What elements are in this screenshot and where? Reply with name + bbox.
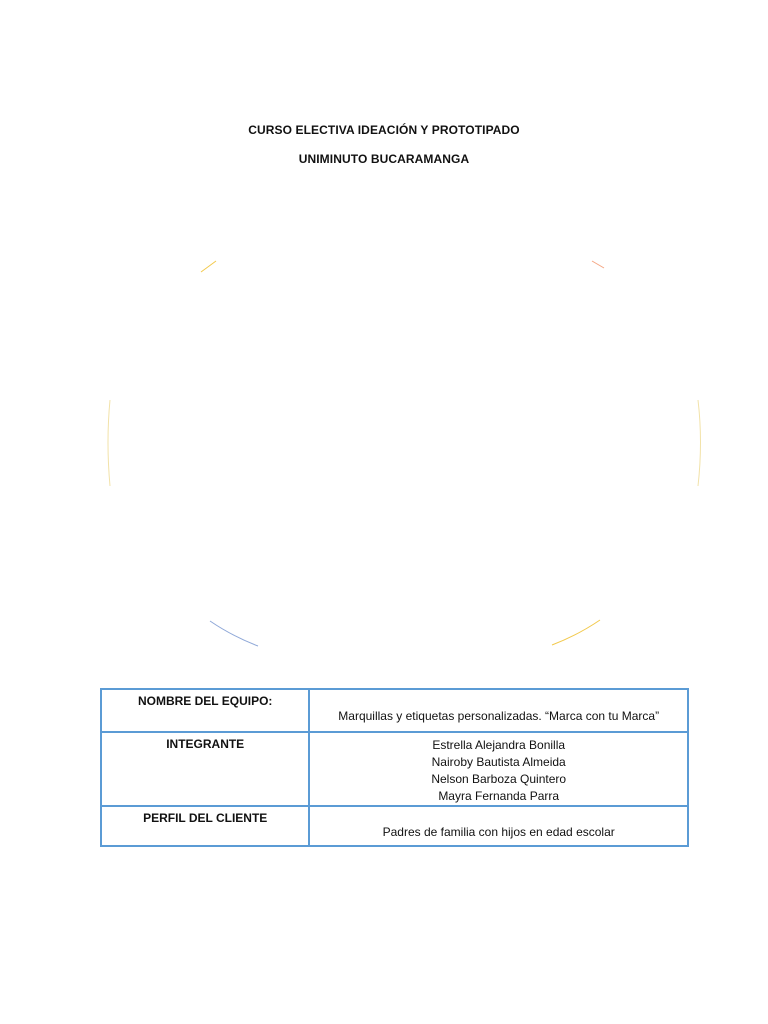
institution-title: UNIMINUTO BUCARAMANGA: [298, 152, 470, 166]
arc-left: [108, 400, 110, 486]
table-row: [101, 689, 688, 732]
member-name: Nelson Barboza Quintero: [431, 772, 567, 786]
client-profile-label: PERFIL DEL CLIENTE: [101, 806, 309, 846]
team-name-cell: [309, 689, 688, 732]
team-name-label: NOMBRE DEL EQUIPO:: [101, 689, 309, 732]
team-info-table: [100, 688, 689, 847]
course-title: CURSO ELECTIVA IDEACIÓN Y PROTOTIPADO: [248, 123, 520, 137]
arc-bottom-right: [552, 620, 600, 645]
table-row: [101, 732, 688, 806]
team-name-value: Marquillas y etiquetas personalizadas. “Marca con tu Marca”: [338, 709, 660, 723]
arc-right: [698, 400, 701, 486]
members-label: INTEGRANTE: [101, 732, 309, 806]
arc-top-right: [592, 261, 604, 268]
client-profile-value: Padres de familia con hijos en edad escolar: [382, 825, 615, 839]
arc-bottom-left: [210, 621, 258, 646]
client-profile-cell: [309, 806, 688, 846]
table-row: [101, 806, 688, 846]
member-name: Mayra Fernanda Parra: [438, 789, 560, 803]
member-name: Nairoby Bautista Almeida: [431, 755, 566, 769]
member-name: Estrella Alejandra Bonilla: [432, 738, 566, 752]
members-cell: [309, 732, 688, 806]
arc-top-left: [201, 261, 216, 272]
